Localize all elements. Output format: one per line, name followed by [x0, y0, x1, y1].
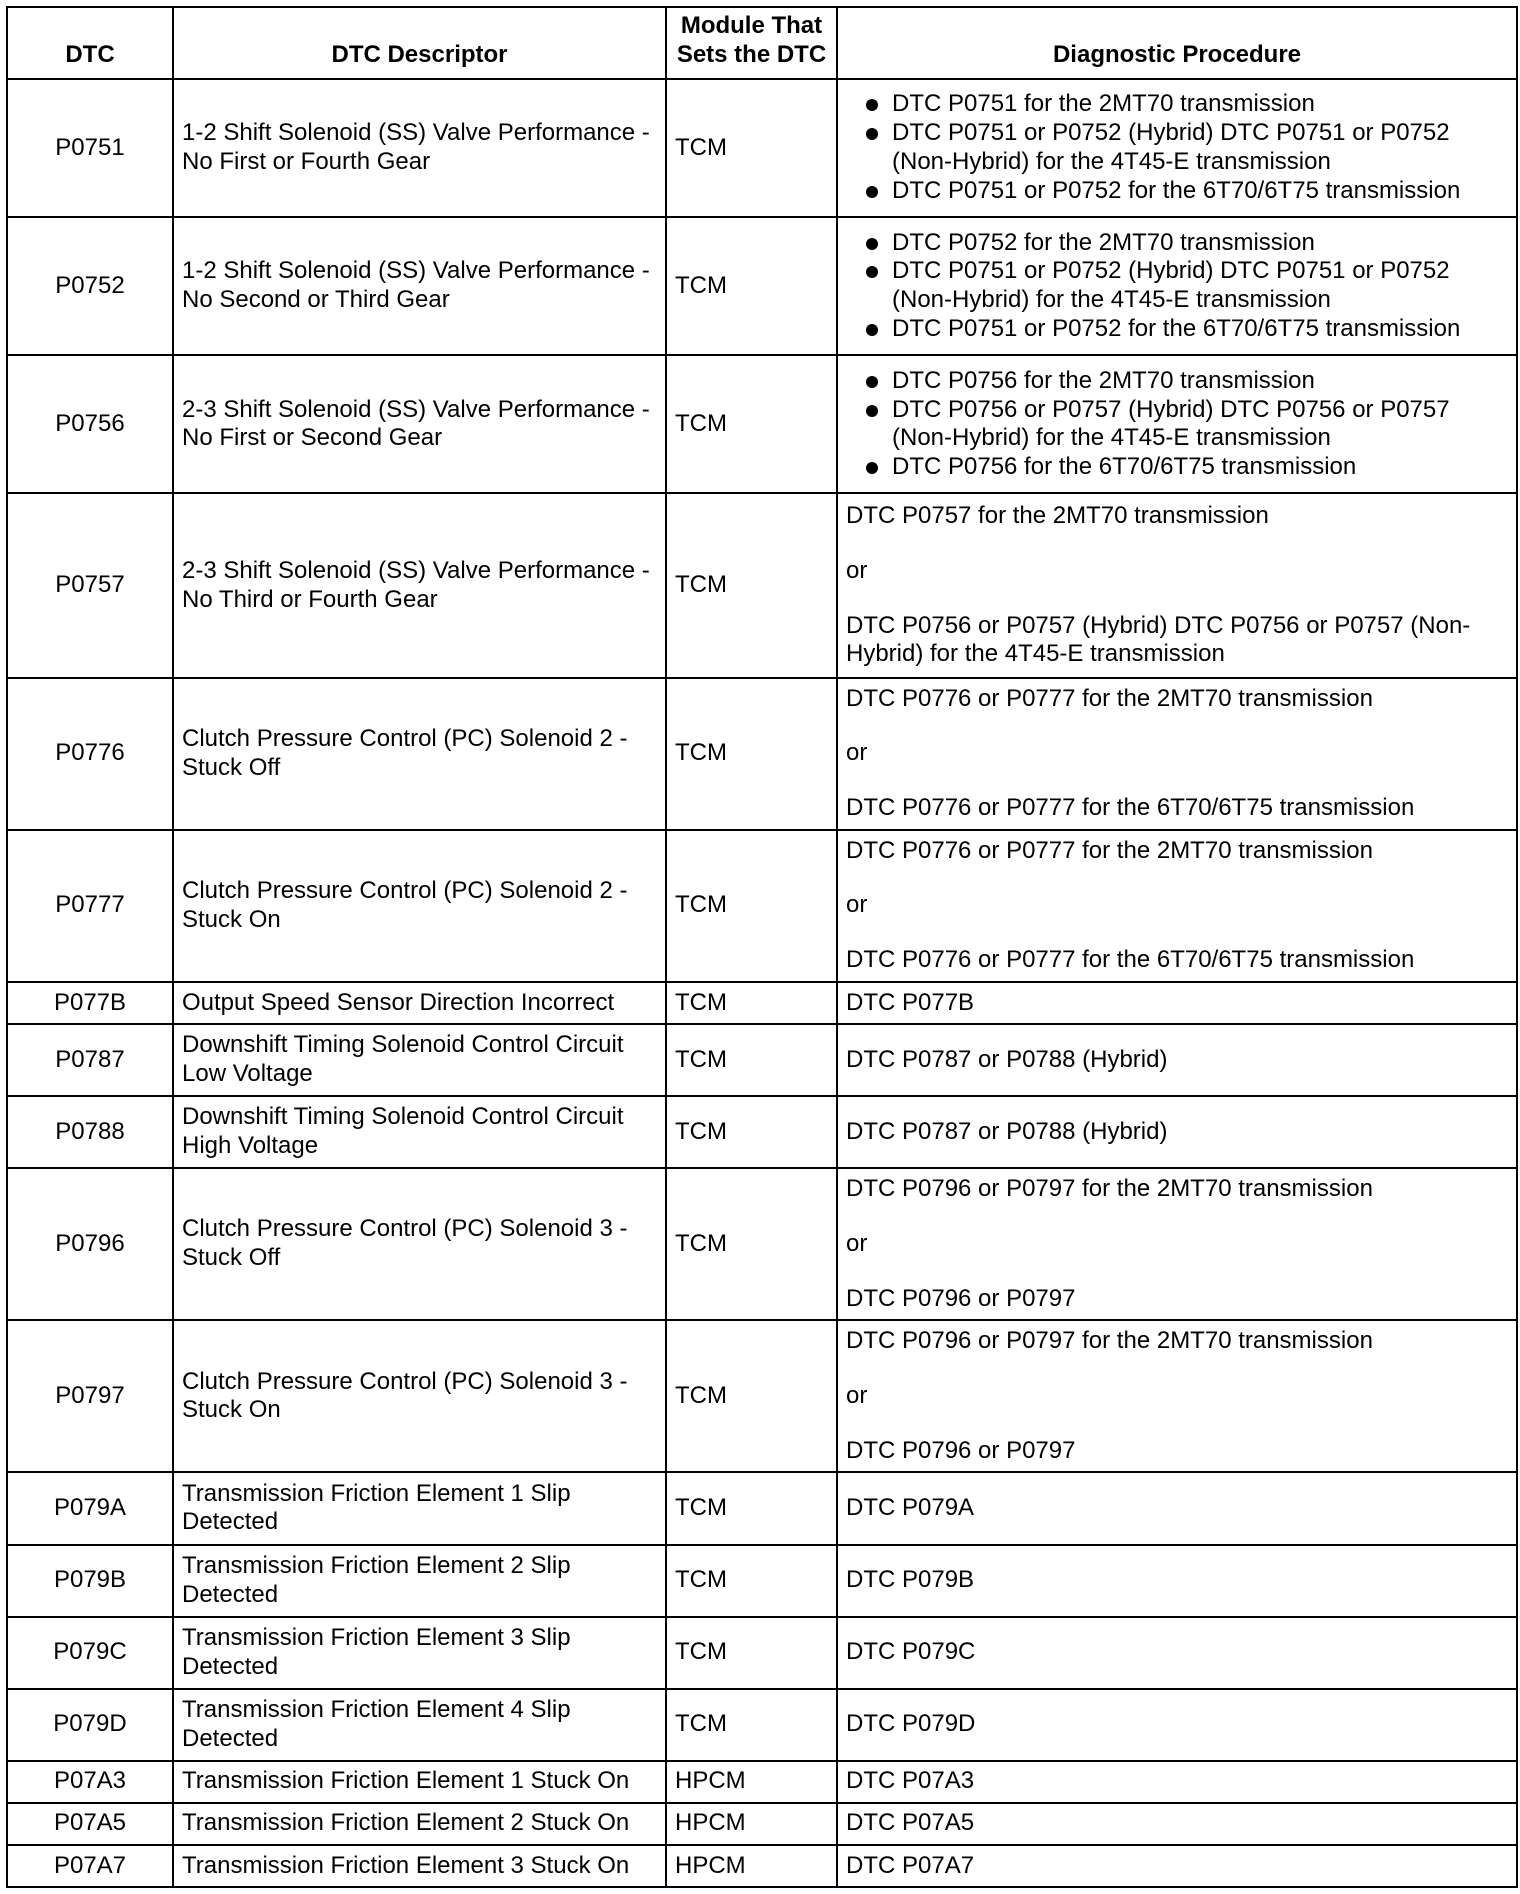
procedure-line: DTC P0796 or P0797 for the 2MT70 transmission — [846, 1327, 1373, 1355]
dtc-descriptor: 1-2 Shift Solenoid (SS) Valve Performance - No First or Fourth Gear — [173, 79, 666, 217]
table-row — [7, 1845, 1517, 1887]
dtc-descriptor: Clutch Pressure Control (PC) Solenoid 3 - Stuck Off — [173, 1168, 666, 1320]
procedure-line: DTC P0796 or P0797 — [846, 1284, 1076, 1312]
module-name: TCM — [666, 1024, 837, 1096]
table-row — [7, 1320, 1517, 1472]
table-row — [7, 1803, 1517, 1845]
dtc-code: P0787 — [7, 1024, 173, 1096]
procedure-line: DTC P079A — [846, 1494, 975, 1522]
module-name: TCM — [666, 678, 837, 830]
procedure-or: or — [846, 1229, 868, 1257]
procedure-item: DTC P0751 or P0752 for the 6T70/6T75 transmission — [846, 177, 1508, 206]
procedure-line: DTC P0776 or P0777 for the 6T70/6T75 transmission — [846, 794, 1415, 822]
module-name: TCM — [666, 1689, 837, 1761]
procedure-line: DTC P0757 for the 2MT70 transmission — [846, 501, 1269, 529]
dtc-descriptor: Clutch Pressure Control (PC) Solenoid 3 - Stuck On — [173, 1320, 666, 1472]
module-name: TCM — [666, 1320, 837, 1472]
dtc-code: P0797 — [7, 1320, 173, 1472]
diagnostic-procedure — [837, 217, 1517, 355]
procedure-list — [846, 367, 1508, 482]
diagnostic-procedure — [837, 493, 1517, 677]
module-name: TCM — [666, 1168, 837, 1320]
dtc-descriptor: Output Speed Sensor Direction Incorrect — [173, 982, 666, 1024]
dtc-descriptor: Clutch Pressure Control (PC) Solenoid 2 - Stuck Off — [173, 678, 666, 830]
dtc-code: P0777 — [7, 830, 173, 982]
diagnostic-procedure — [837, 1617, 1517, 1689]
table-row — [7, 982, 1517, 1024]
dtc-descriptor: 2-3 Shift Solenoid (SS) Valve Performance - No First or Second Gear — [173, 355, 666, 493]
procedure-line: DTC P077B — [846, 988, 975, 1016]
diagnostic-procedure — [837, 1545, 1517, 1617]
diagnostic-procedure — [837, 1472, 1517, 1544]
dtc-descriptor: Transmission Friction Element 3 Stuck On — [173, 1845, 666, 1887]
module-name: TCM — [666, 1472, 837, 1544]
header-row — [7, 7, 1517, 79]
diagnostic-procedure — [837, 678, 1517, 830]
header-descriptor: DTC Descriptor — [173, 7, 666, 79]
table-row — [7, 1761, 1517, 1803]
table-row — [7, 1024, 1517, 1096]
procedure-or: or — [846, 556, 868, 584]
dtc-table — [6, 6, 1518, 1888]
dtc-descriptor: 1-2 Shift Solenoid (SS) Valve Performance - No Second or Third Gear — [173, 217, 666, 355]
diagnostic-procedure — [837, 1320, 1517, 1472]
table-row — [7, 678, 1517, 830]
procedure-line: DTC P0776 or P0777 for the 2MT70 transmission — [846, 836, 1373, 864]
header-procedure: Diagnostic Procedure — [837, 7, 1517, 79]
module-name: TCM — [666, 982, 837, 1024]
procedure-item: DTC P0751 for the 2MT70 transmission — [846, 90, 1508, 119]
dtc-descriptor: Transmission Friction Element 1 Stuck On — [173, 1761, 666, 1803]
header-module-line2: Sets the DTC — [676, 41, 827, 69]
dtc-code: P0788 — [7, 1096, 173, 1168]
diagnostic-procedure — [837, 1761, 1517, 1803]
table-row — [7, 1168, 1517, 1320]
table-row — [7, 1545, 1517, 1617]
module-name: TCM — [666, 493, 837, 677]
procedure-line: DTC P0796 or P0797 for the 2MT70 transmission — [846, 1175, 1373, 1202]
module-name: TCM — [666, 355, 837, 493]
diagnostic-procedure — [837, 355, 1517, 493]
procedure-line: DTC P0796 or P0797 — [846, 1436, 1076, 1464]
dtc-code: P0776 — [7, 678, 173, 830]
table-row — [7, 1096, 1517, 1168]
procedure-item: DTC P0751 or P0752 for the 6T70/6T75 transmission — [846, 315, 1508, 344]
module-name: TCM — [666, 1545, 837, 1617]
module-name: HPCM — [666, 1845, 837, 1887]
procedure-item: DTC P0751 or P0752 (Hybrid) DTC P0751 or P0752 (Non-Hybrid) for the 4T45-E transmission — [846, 119, 1508, 177]
module-name: TCM — [666, 79, 837, 217]
procedure-or: or — [846, 891, 868, 919]
dtc-descriptor: Downshift Timing Solenoid Control Circuit High Voltage — [173, 1096, 666, 1168]
table-row — [7, 79, 1517, 217]
dtc-descriptor: Transmission Friction Element 2 Stuck On — [173, 1803, 666, 1845]
procedure-or: or — [846, 1381, 868, 1409]
dtc-code: P079D — [7, 1689, 173, 1761]
module-name: TCM — [666, 830, 837, 982]
dtc-descriptor: Transmission Friction Element 2 Slip Detected — [173, 1545, 666, 1617]
table-row — [7, 217, 1517, 355]
procedure-line: DTC P07A7 — [846, 1851, 975, 1879]
procedure-item: DTC P0752 for the 2MT70 transmission — [846, 229, 1508, 258]
diagnostic-procedure — [837, 1689, 1517, 1761]
procedure-line: DTC P0756 or P0757 (Hybrid) DTC P0756 or P0757 (Non-Hybrid) for the 4T45-E transmission — [846, 611, 1471, 668]
table-row — [7, 355, 1517, 493]
dtc-descriptor: Downshift Timing Solenoid Control Circuit Low Voltage — [173, 1024, 666, 1096]
dtc-code: P079B — [7, 1545, 173, 1617]
procedure-item: DTC P0756 for the 2MT70 transmission — [846, 367, 1508, 396]
dtc-descriptor: Transmission Friction Element 3 Slip Detected — [173, 1617, 666, 1689]
dtc-descriptor: Clutch Pressure Control (PC) Solenoid 2 - Stuck On — [173, 830, 666, 982]
dtc-code: P079C — [7, 1617, 173, 1689]
diagnostic-procedure — [837, 1096, 1517, 1168]
table-row — [7, 1617, 1517, 1689]
procedure-line: DTC P07A5 — [846, 1809, 975, 1837]
procedure-item: DTC P0751 or P0752 (Hybrid) DTC P0751 or P0752 (Non-Hybrid) for the 4T45-E transmission — [846, 257, 1508, 315]
dtc-code: P0757 — [7, 493, 173, 677]
procedure-line: DTC P0787 or P0788 (Hybrid) — [846, 1045, 1168, 1073]
table-row — [7, 1689, 1517, 1761]
diagnostic-procedure — [837, 982, 1517, 1024]
header-module — [666, 7, 837, 79]
table-row — [7, 493, 1517, 677]
dtc-code: P07A5 — [7, 1803, 173, 1845]
dtc-code: P07A3 — [7, 1761, 173, 1803]
procedure-list — [846, 90, 1508, 205]
diagnostic-procedure — [837, 1845, 1517, 1887]
dtc-code: P0756 — [7, 355, 173, 493]
header-dtc: DTC — [7, 7, 173, 79]
dtc-code: P07A7 — [7, 1845, 173, 1887]
procedure-line: DTC P079C — [846, 1638, 976, 1666]
diagnostic-procedure — [837, 830, 1517, 982]
dtc-code: P0796 — [7, 1168, 173, 1320]
dtc-code: P077B — [7, 982, 173, 1024]
module-name: HPCM — [666, 1761, 837, 1803]
module-name: TCM — [666, 1096, 837, 1168]
procedure-line: DTC P07A3 — [846, 1767, 975, 1795]
dtc-descriptor: 2-3 Shift Solenoid (SS) Valve Performance - No Third or Fourth Gear — [173, 493, 666, 677]
diagnostic-procedure — [837, 1803, 1517, 1845]
procedure-list — [846, 229, 1508, 344]
diagnostic-procedure — [837, 1024, 1517, 1096]
procedure-line: DTC P079D — [846, 1710, 976, 1738]
diagnostic-procedure — [837, 1168, 1517, 1320]
dtc-code: P079A — [7, 1472, 173, 1544]
module-name: HPCM — [666, 1803, 837, 1845]
dtc-descriptor: Transmission Friction Element 4 Slip Detected — [173, 1689, 666, 1761]
dtc-descriptor: Transmission Friction Element 1 Slip Detected — [173, 1472, 666, 1544]
procedure-or: or — [846, 739, 868, 767]
dtc-code: P0751 — [7, 79, 173, 217]
table-row — [7, 830, 1517, 982]
module-name: TCM — [666, 217, 837, 355]
dtc-code: P0752 — [7, 217, 173, 355]
table-body — [7, 79, 1517, 1887]
table-row — [7, 1472, 1517, 1544]
procedure-line: DTC P079B — [846, 1566, 975, 1594]
procedure-item: DTC P0756 for the 6T70/6T75 transmission — [846, 453, 1508, 482]
procedure-item: DTC P0756 or P0757 (Hybrid) DTC P0756 or P0757 (Non-Hybrid) for the 4T45-E transmission — [846, 396, 1508, 454]
procedure-line: DTC P0776 or P0777 for the 6T70/6T75 transmission — [846, 946, 1415, 974]
procedure-line: DTC P0787 or P0788 (Hybrid) — [846, 1117, 1168, 1145]
module-name: TCM — [666, 1617, 837, 1689]
diagnostic-procedure — [837, 79, 1517, 217]
procedure-line: DTC P0776 or P0777 for the 2MT70 transmission — [846, 684, 1373, 712]
header-module-line1: Module That — [680, 12, 823, 40]
